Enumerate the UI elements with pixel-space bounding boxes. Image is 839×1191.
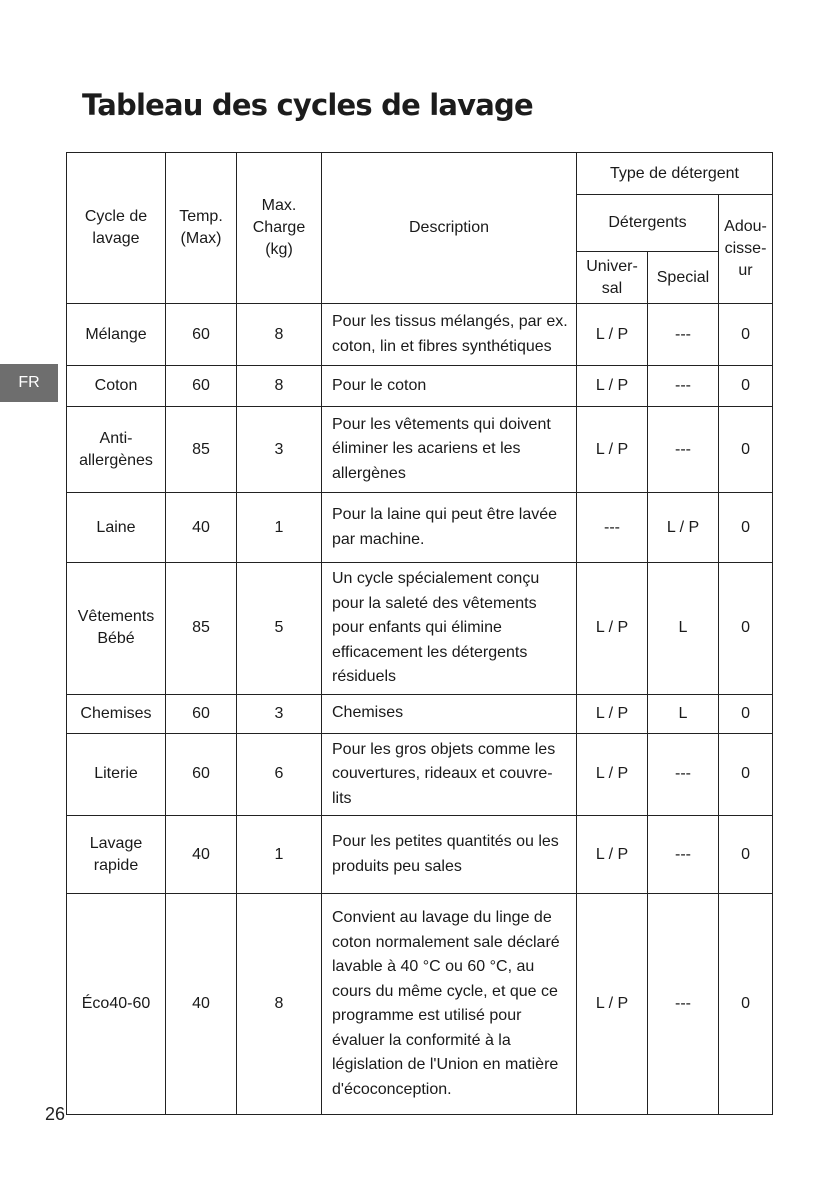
cycle-name: Éco40-60 (67, 894, 166, 1115)
cycle-charge: 1 (237, 816, 322, 894)
table-row (67, 563, 773, 695)
cycle-charge: 8 (237, 366, 322, 407)
cycle-special: L (648, 694, 719, 733)
header-cycle: Cycle de lavage (67, 153, 166, 304)
cycle-special: --- (648, 366, 719, 407)
cycle-softener: 0 (719, 694, 773, 733)
cycle-description: Pour le coton (322, 366, 577, 407)
cycle-universal: L / P (577, 304, 648, 366)
header-detergents: Détergents (577, 195, 719, 252)
cycle-temp: 60 (166, 366, 237, 407)
cycle-softener: 0 (719, 894, 773, 1115)
header-detergent-type: Type de détergent (577, 153, 773, 195)
table-row (67, 894, 773, 1115)
cycle-universal: L / P (577, 407, 648, 493)
cycle-temp: 40 (166, 493, 237, 563)
cycle-special: --- (648, 816, 719, 894)
cycle-charge: 1 (237, 493, 322, 563)
cycle-description: Pour les petites quantités ou les produits peu sales (322, 816, 577, 894)
wash-cycle-table (66, 152, 773, 1115)
cycle-universal: L / P (577, 563, 648, 695)
cycle-charge: 3 (237, 694, 322, 733)
cycle-softener: 0 (719, 733, 773, 816)
cycle-temp: 40 (166, 894, 237, 1115)
cycle-name: Chemises (67, 694, 166, 733)
cycle-name: Laine (67, 493, 166, 563)
cycle-name: Mélange (67, 304, 166, 366)
page-title: Tableau des cycles de lavage (82, 88, 533, 122)
cycle-temp: 85 (166, 563, 237, 695)
language-tab: FR (0, 364, 58, 402)
cycle-temp: 40 (166, 816, 237, 894)
header-special: Special (648, 252, 719, 304)
cycle-charge: 3 (237, 407, 322, 493)
cycle-special: --- (648, 894, 719, 1115)
cycle-universal: L / P (577, 816, 648, 894)
cycle-universal: L / P (577, 733, 648, 816)
table-row (67, 493, 773, 563)
cycle-charge: 8 (237, 304, 322, 366)
cycle-softener: 0 (719, 366, 773, 407)
cycle-universal: --- (577, 493, 648, 563)
cycle-charge: 5 (237, 563, 322, 695)
cycle-special: --- (648, 407, 719, 493)
cycle-name: Literie (67, 733, 166, 816)
cycle-universal: L / P (577, 366, 648, 407)
cycle-universal: L / P (577, 694, 648, 733)
table-row (67, 366, 773, 407)
header-charge: Max. Charge (kg) (237, 153, 322, 304)
header-softener: Adou-cisse-ur (719, 195, 773, 304)
cycle-name: Coton (67, 366, 166, 407)
table-row (67, 407, 773, 493)
cycle-description: Pour les tissus mélangés, par ex. coton, lin et fibres synthétiques (322, 304, 577, 366)
cycle-softener: 0 (719, 816, 773, 894)
table-row (67, 733, 773, 816)
cycle-softener: 0 (719, 493, 773, 563)
table-row (67, 304, 773, 366)
cycle-description: Pour les vêtements qui doivent éliminer les acariens et les allergènes (322, 407, 577, 493)
cycle-charge: 8 (237, 894, 322, 1115)
cycle-temp: 60 (166, 733, 237, 816)
table-row (67, 694, 773, 733)
cycle-softener: 0 (719, 563, 773, 695)
cycle-description: Un cycle spécialement conçu pour la saleté des vêtements pour enfants qui élimine efficacement les détergents résiduels (322, 563, 577, 695)
cycle-softener: 0 (719, 304, 773, 366)
header-description: Description (322, 153, 577, 304)
cycle-charge: 6 (237, 733, 322, 816)
cycle-special: --- (648, 733, 719, 816)
header-temp: Temp. (Max) (166, 153, 237, 304)
cycle-softener: 0 (719, 407, 773, 493)
cycle-special: --- (648, 304, 719, 366)
cycle-name: Anti-allergènes (67, 407, 166, 493)
cycle-temp: 60 (166, 694, 237, 733)
header-universal: Univer-sal (577, 252, 648, 304)
cycle-name: Lavage rapide (67, 816, 166, 894)
cycle-temp: 85 (166, 407, 237, 493)
cycle-description: Pour les gros objets comme les couvertures, rideaux et couvre-lits (322, 733, 577, 816)
cycle-special: L (648, 563, 719, 695)
cycle-description: Convient au lavage du linge de coton normalement sale déclaré lavable à 40 °C ou 60 °C, au cours du même cycle, et que ce programme est utilisé pour évaluer la conformité à la législation de l'Union en matière d'écoconception. (322, 894, 577, 1115)
cycle-universal: L / P (577, 894, 648, 1115)
cycle-temp: 60 (166, 304, 237, 366)
page-number: 26 (45, 1104, 66, 1124)
table-row (67, 816, 773, 894)
cycle-description: Pour la laine qui peut être lavée par machine. (322, 493, 577, 563)
cycle-description: Chemises (322, 694, 577, 733)
cycle-name: Vêtements Bébé (67, 563, 166, 695)
cycle-special: L / P (648, 493, 719, 563)
